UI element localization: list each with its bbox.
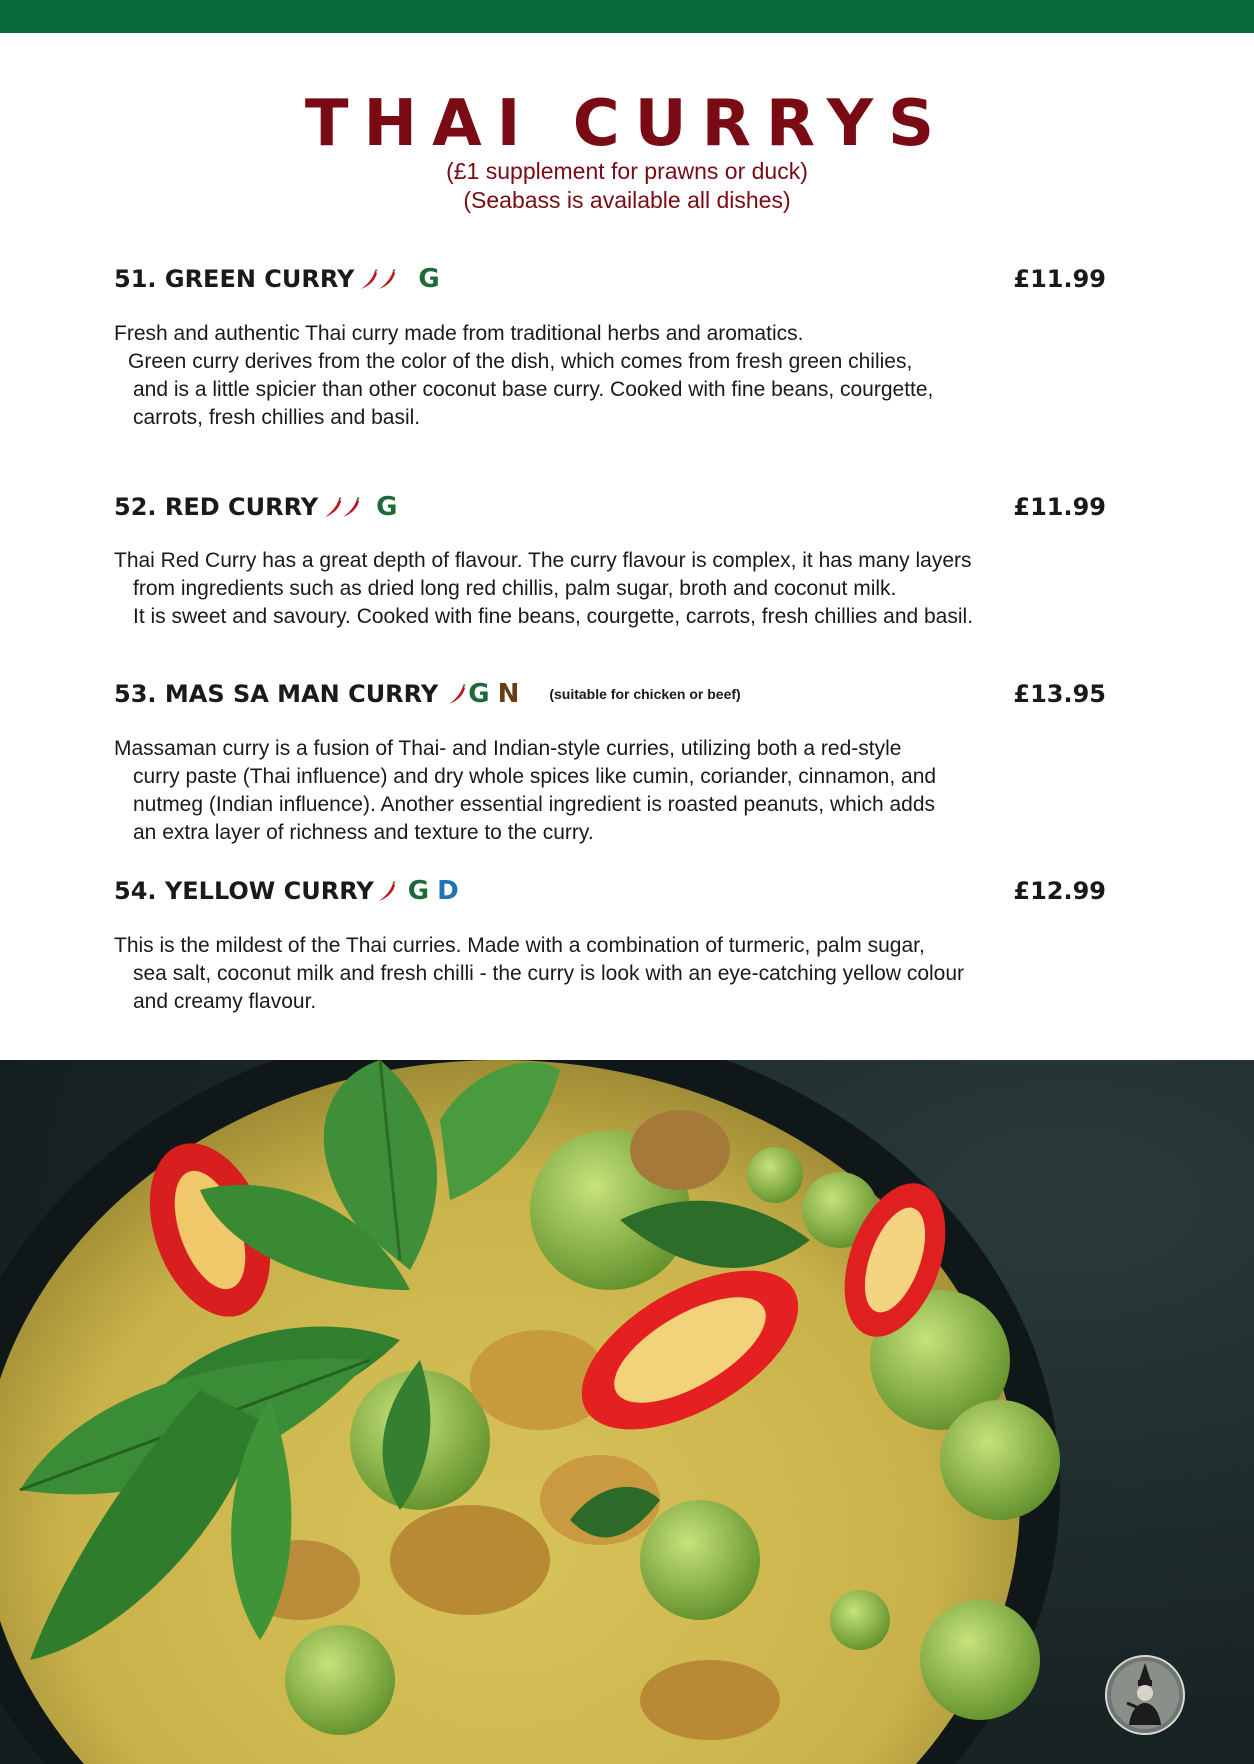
supplement-note: (£1 supplement for prawns or duck) [446,158,808,184]
dish-price-54: £12.99 [1013,877,1106,905]
description-line: carrots, fresh chillies and basil. [133,406,421,429]
dish-name: 52. RED CURRY [114,493,319,521]
description-line: nutmeg (Indian influence). Another essential ingredient is roasted peanuts, which adds [133,793,935,816]
description-line: an extra layer of richness and texture to the curry. [133,821,594,844]
page-title: THAI CURRYS [304,87,950,161]
gluten-free-badge: G [418,264,440,294]
description-line: from ingredients such as dried long red chillis, palm sugar, broth and coconut milk. [133,577,897,600]
dish-title-52 [114,492,398,522]
gluten-free-badge: G [376,492,398,522]
description-line: Thai Red Curry has a great depth of flavour. The curry flavour is complex, it has many layers [114,549,972,572]
dish-price-51: £11.99 [1013,265,1106,293]
description-line: sea salt, coconut milk and fresh chilli - the curry is look with an eye-catching yellow colour [133,962,965,985]
dish-name: 51. GREEN CURRY [114,265,355,293]
description-line: Massaman curry is a fusion of Thai- and Indian-style curries, utilizing both a red-style [114,737,902,760]
gluten-free-badge: G [468,679,490,709]
dish-description-53 [114,735,1074,847]
description-line: It is sweet and savoury. Cooked with fine beans, courgette, carrots, fresh chillies and basil. [133,605,974,628]
nuts-badge: N [497,679,520,709]
chili-pepper-icon [360,264,396,294]
dish-price-53: £13.95 [1013,680,1106,708]
description-line: This is the mildest of the Thai curries. Made with a combination of turmeric, palm sugar, [114,934,925,957]
seabass-note: (Seabass is available all dishes) [463,187,791,213]
green-curry-photo [0,1060,1254,1764]
dish-description-52 [114,547,1074,631]
description-line: and creamy flavour. [133,990,317,1013]
description-line: curry paste (Thai influence) and dry whole spices like cumin, coriander, cinnamon, and [133,765,937,788]
chili-pepper-icon [324,492,360,522]
protein-note: (suitable for chicken or beef) [549,686,741,702]
gluten-free-badge: G [407,876,430,906]
dish-price-52: £11.99 [1013,493,1106,521]
dish-title-51 [114,264,440,294]
dish-name: 54. YELLOW CURRY [114,877,374,905]
top-banner-bar [0,0,1254,33]
dish-title-53 [114,679,741,709]
dish-description-54 [114,932,1074,1016]
dairy-badge: D [437,876,459,906]
dish-name: 53. MAS SA MAN CURRY [114,680,439,708]
description-line: Green curry derives from the color of the dish, which comes from fresh green chilies, [128,350,913,373]
dish-title-54 [114,876,459,906]
chef-logo-icon [1105,1655,1185,1735]
description-line: and is a little spicier than other coconut base curry. Cooked with fine beans, courgette, [133,378,934,401]
description-line: Fresh and authentic Thai curry made from traditional herbs and aromatics. [114,322,804,345]
chili-pepper-icon [378,876,396,906]
dish-description-51 [114,320,1074,432]
chili-pepper-icon [448,679,466,709]
